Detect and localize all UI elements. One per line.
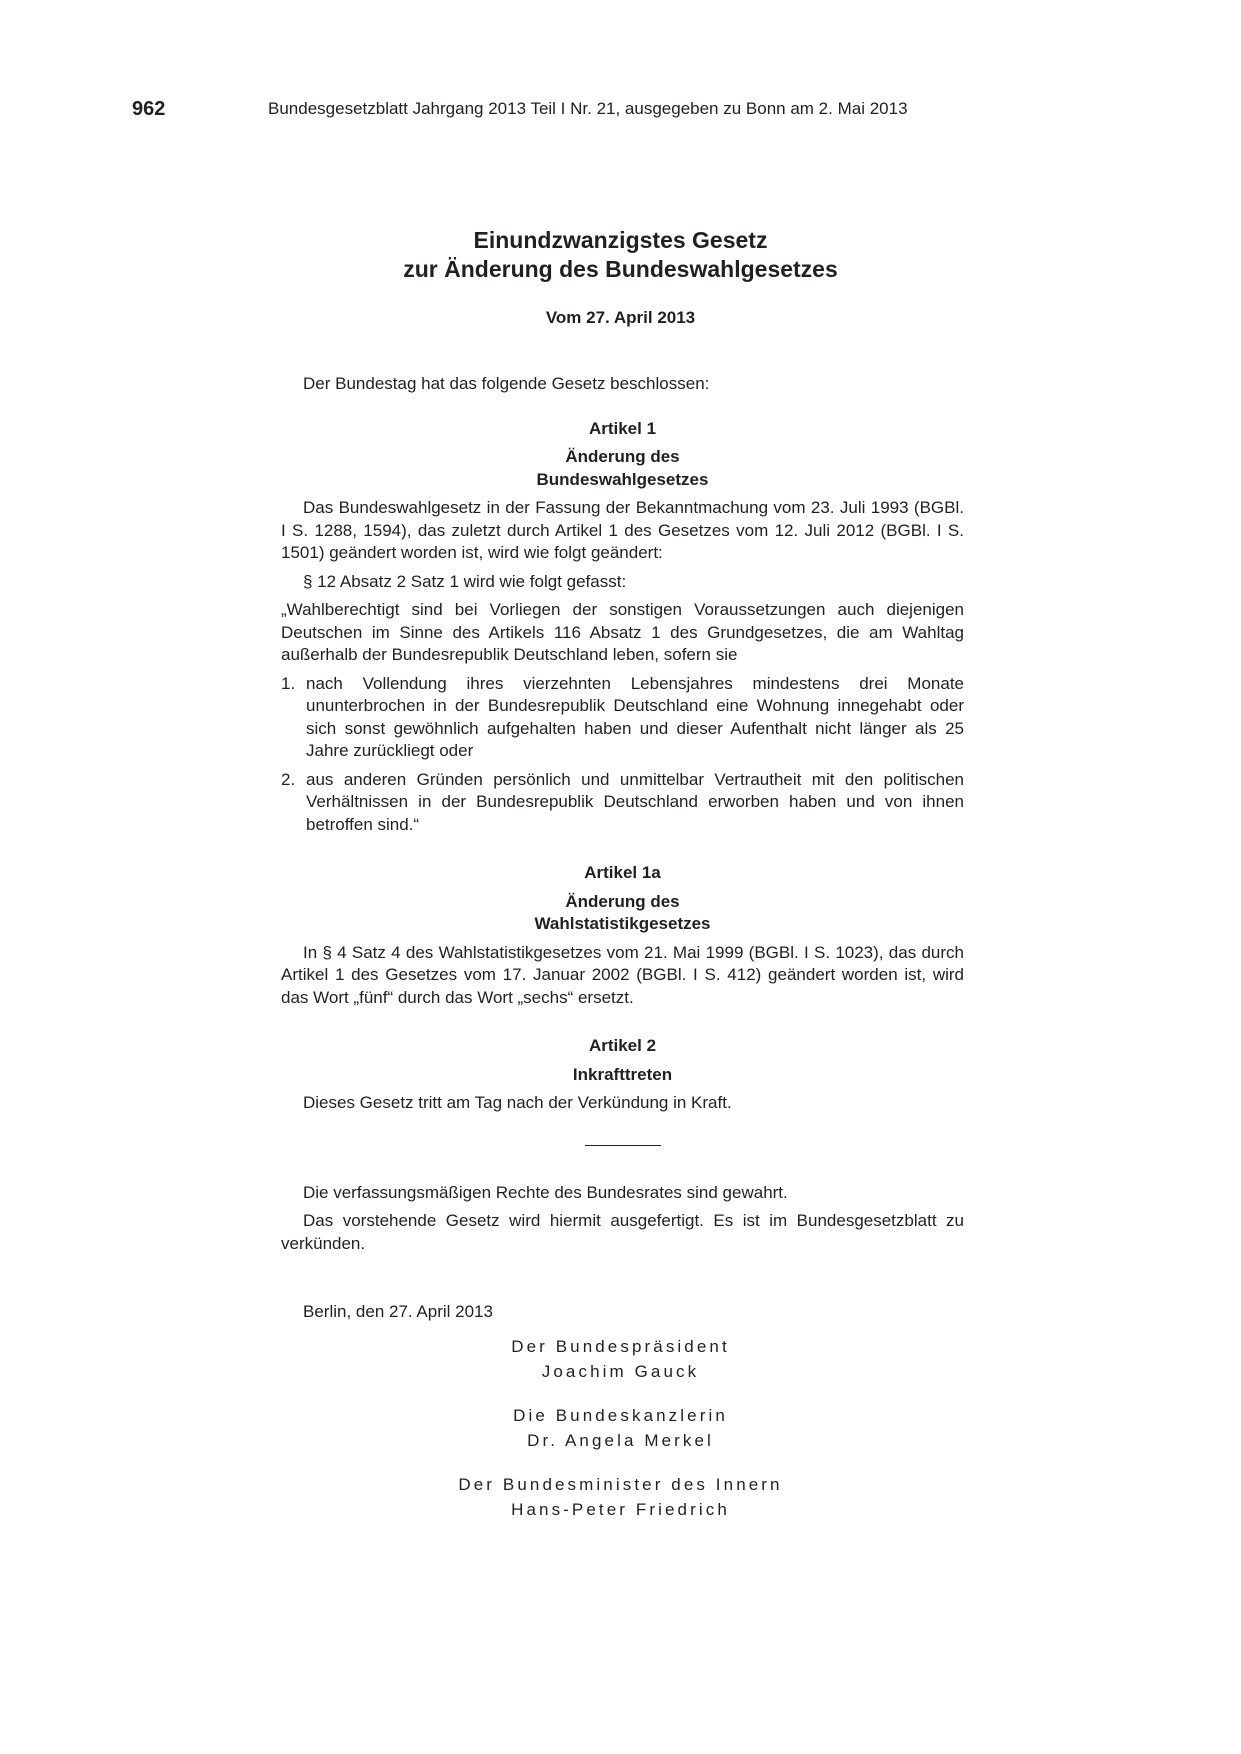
signatory (0, 1334, 1241, 1384)
article-2-paragraph-1: Dieses Gesetz tritt am Tag nach der Verkündung in Kraft. (303, 1093, 732, 1112)
list-item-text: nach Vollendung ihres vierzehnten Lebensjahres mindestens drei Monate ununterbrochen in der Bundesrepublik Deutschland eine Wohnung innegehabt oder sich sonst gewöhnlich aufgehalten haben und dieser Aufenthalt nicht länger als 25 Jahre zurückliegt oder (306, 673, 964, 760)
list-item-text: aus anderen Gründen persönlich und unmittelbar Vertrautheit mit den politischen Verhältnissen in der Bundesrepublik Deutschland erworben haben und von ihnen betroffen sind.“ (306, 769, 964, 834)
article-1-paragraph-1: Das Bundeswahlgesetz in der Fassung der Bekanntmachung vom 23. Juli 1993 (BGBl. I S. 1288, 1594), das zuletzt durch Artikel 1 des Gesetzes vom 12. Juli 2012 (BGBl. I S. 1501) geändert worden ist, wird wie folgt geändert: (281, 498, 964, 562)
article-1-subheading-1: Änderung des (565, 447, 680, 466)
separator-rule (585, 1145, 661, 1146)
article-2-subheading: Inkrafttreten (572, 1064, 673, 1084)
enactment-clause: Der Bundestag hat das folgende Gesetz beschlossen: (303, 374, 710, 393)
law-title-line-1: Einundzwanzigstes Gesetz (473, 227, 768, 253)
page-header (132, 98, 1121, 128)
law-title-line-2: zur Änderung des Bundeswahlgesetzes (403, 256, 838, 282)
article-2-heading: Artikel 2 (588, 1036, 657, 1055)
article-1a-heading: Artikel 1a (584, 863, 661, 882)
signatory-office: Der Bundespräsident (511, 1337, 730, 1356)
law-title (0, 226, 1241, 284)
bundesrat-rights-note: Die verfassungsmäßigen Rechte des Bundesrates sind gewahrt. (303, 1182, 788, 1202)
article-1-quote: „Wahlberechtigt sind bei Vorliegen der sonstigen Voraussetzungen auch diejenigen Deutschen im Sinne des Artikels 116 Absatz 1 des Grundgesetzes, die am Wahltag außerhalb der Bundesrepublik Deutschland leben, sofern sie (281, 600, 964, 664)
list-item-number: 1. (281, 673, 296, 693)
list-item (281, 769, 964, 837)
list-item-number: 2. (281, 769, 296, 789)
place-date: Berlin, den 27. April 2013 (303, 1302, 493, 1321)
law-date: Vom 27. April 2013 (545, 308, 696, 327)
signatory (0, 1403, 1241, 1453)
article-1-paragraph-2: § 12 Absatz 2 Satz 1 wird wie folgt gefasst: (303, 571, 627, 591)
page-number: 962 (132, 98, 166, 120)
article-1a-paragraph-1: In § 4 Satz 4 des Wahlstatistikgesetzes vom 21. Mai 1999 (BGBl. I S. 1023), das durch Artikel 1 des Gesetzes vom 17. Januar 2002 (BGBl. I S. 412) geändert worden ist, wird das Wort „fünf“ durch das Wort „sechs“ ersetzt. (281, 942, 964, 1007)
article-1a-subheading-1: Änderung des (565, 891, 680, 911)
running-title: Bundesgesetzblatt Jahrgang 2013 Teil I Nr. 21, ausgegeben zu Bonn am 2. Mai 2013 (268, 99, 908, 118)
article-1-subheading-2: Bundeswahlgesetzes (536, 469, 709, 489)
signatory (0, 1472, 1241, 1522)
execution-note: Das vorstehende Gesetz wird hiermit ausgefertigt. Es ist im Bundesgesetzblatt zu verkünden. (281, 1211, 964, 1253)
signature-block (0, 1334, 1241, 1541)
article-1a-subheading-2: Wahlstatistikgesetzes (534, 914, 711, 933)
list-item (281, 673, 964, 763)
signatory-name: Hans-Peter Friedrich (511, 1500, 730, 1519)
signatory-name: Dr. Angela Merkel (527, 1431, 714, 1450)
signatory-name: Joachim Gauck (541, 1362, 700, 1381)
article-1-heading: Artikel 1 (588, 418, 657, 438)
signatory-office: Der Bundesminister des Innern (458, 1475, 783, 1494)
law-body (281, 373, 964, 1330)
signatory-office: Die Bundeskanzlerin (513, 1406, 728, 1425)
